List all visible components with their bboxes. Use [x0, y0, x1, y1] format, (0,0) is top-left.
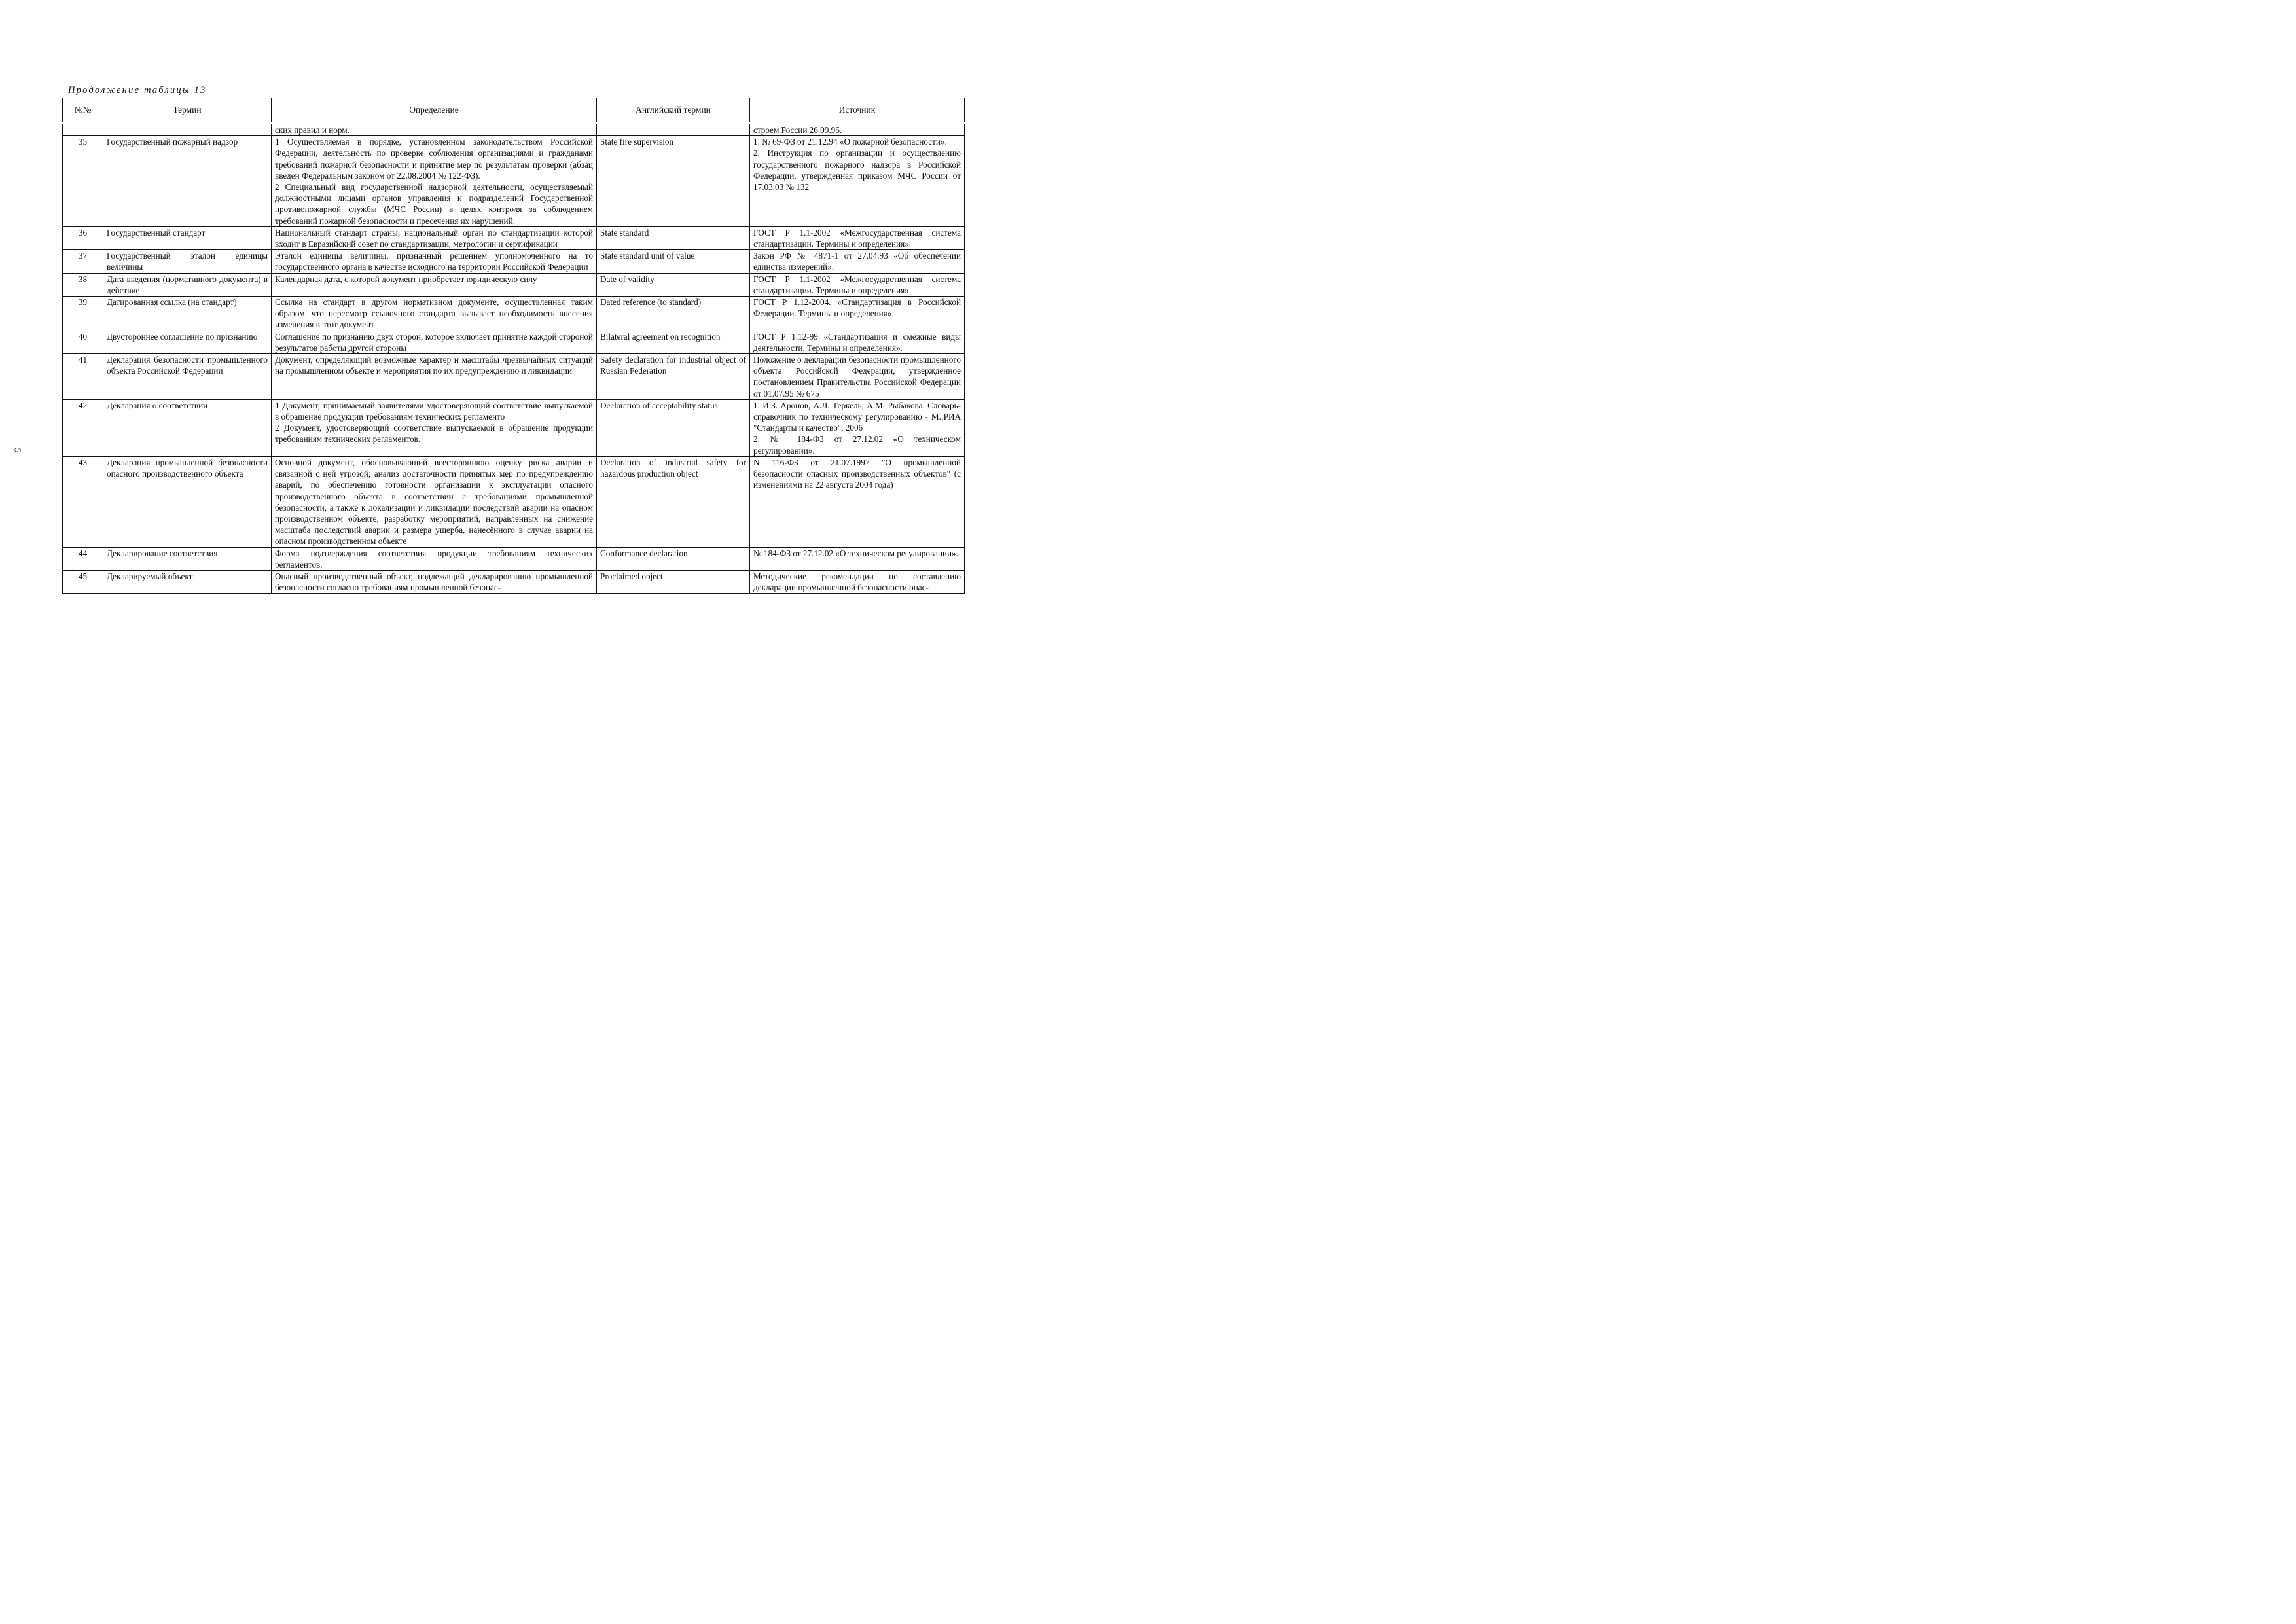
row-source: строем России 26.09.96. [750, 123, 965, 136]
row-source: Методические рекомендации по составлению декларации промышленной безопасности опас- [750, 570, 965, 593]
table-row [63, 273, 965, 296]
row-source: ГОСТ Р 1.12-2004. «Стандартизация в Российской Федерации. Термины и определения» [750, 297, 965, 331]
row-source: Закон РФ № 4871-1 от 27.04.93 «Об обеспечении единства измерений». [750, 250, 965, 273]
table-row [63, 547, 965, 570]
row-term: Двустороннее соглашение по признанию [103, 331, 272, 353]
row-english-term: State standard unit of value [597, 250, 750, 273]
row-english-term: State standard [597, 226, 750, 249]
row-number: 40 [63, 331, 103, 353]
row-english-term: Proclaimed object [597, 570, 750, 593]
header-definition: Определение [272, 98, 597, 124]
table-row [63, 456, 965, 547]
row-term: Декларирование соответствия [103, 547, 272, 570]
row-term: Государственный стандарт [103, 226, 272, 249]
row-english-term: Bilateral agreement on recognition [597, 331, 750, 353]
row-number: 43 [63, 456, 103, 547]
row-source: ГОСТ Р 1.12-99 «Стандартизация и смежные виды деятельности. Термины и определения». [750, 331, 965, 353]
header-number: №№ [63, 98, 103, 124]
row-term: Дата введения (нормативного документа) в действие [103, 273, 272, 296]
row-source: ГОСТ Р 1.1-2002 «Межгосударственная система стандартизации. Термины и определения». [750, 226, 965, 249]
row-definition: 1 Осуществляемая в порядке, установленном законодательством Российской Федерации, деятельность по проверке соблюдения организациями и гражданами требований пожарной безопасности и принятие мер по результатам проверки (абзац введен Федеральным законом от 22.08.2004 № 122-ФЗ). 2 Специальный вид государственной надзорной деятельности, осуществляемый должностными лицами органов управления и подразделений Государственной противопожарной службы (МЧС России) в целях контроля за соблюдением требований пожарной безопасности и пресечения их нарушений. [272, 136, 597, 227]
header-source: Источник [750, 98, 965, 124]
row-definition: Эталон единицы величины, признанный решением уполномоченного на то государственного органа в качестве исходного на территории Российской Федерации [272, 250, 597, 273]
page-number: 5 [12, 448, 22, 453]
row-english-term: State fire supervision [597, 136, 750, 227]
row-source: 1. И.З. Аронов, А.Л. Теркель, А.М. Рыбакова. Словарь-справочник по техническому регулированию - М.:РИА "Стандарты и качество", 2006 2. № 184-ФЗ от 27.12.02 «О техническом регулировании». [750, 399, 965, 456]
row-term: Декларируемый объект [103, 570, 272, 593]
table-row [63, 399, 965, 456]
table-body [63, 123, 965, 594]
row-source: ГОСТ Р 1.1-2002 «Межгосударственная система стандартизации. Термины и определения». [750, 273, 965, 296]
row-term: Декларация о соответствии [103, 399, 272, 456]
table-row [63, 123, 965, 136]
header-english-term: Английский термин [597, 98, 750, 124]
table-row [63, 354, 965, 400]
table-row [63, 136, 965, 227]
row-term [103, 123, 272, 136]
row-number: 42 [63, 399, 103, 456]
row-number: 45 [63, 570, 103, 593]
row-number: 36 [63, 226, 103, 249]
row-english-term: Dated reference (to standard) [597, 297, 750, 331]
row-english-term: Conformance declaration [597, 547, 750, 570]
table-row [63, 331, 965, 353]
table-row [63, 570, 965, 593]
table-row [63, 250, 965, 273]
row-number: 44 [63, 547, 103, 570]
row-definition: Опасный производственный объект, подлежащий декларированию промышленной безопасности согласно требованиям промышленной безопас- [272, 570, 597, 593]
row-definition: Основной документ, обосновывающий всестороннюю оценку риска аварии и связанной с ней угрозой; анализ достаточности принятых мер по предупреждению аварий, по обеспечению готовности организации к эксплуатации опасного производственного объекта в соответствии с требованиями промышленной безопасности, а также к локализации и ликвидации последствий аварии на опасном производственном объекте; разработку мероприятий, направленных на снижение масштаба последствий аварии и размера ущерба, нанесённого в случае аварии на опасном производственном объекте [272, 456, 597, 547]
row-source: N 116-ФЗ от 21.07.1997 "О промышленной безопасности опасных производственных объектов" (с изменениями на 22 августа 2004 года) [750, 456, 965, 547]
row-term: Датированная ссылка (на стандарт) [103, 297, 272, 331]
row-number: 37 [63, 250, 103, 273]
row-number: 38 [63, 273, 103, 296]
row-english-term: Declaration of industrial safety for hazardous production object [597, 456, 750, 547]
row-english-term: Date of validity [597, 273, 750, 296]
row-term: Декларация промышленной безопасности опасного производственного объекта [103, 456, 272, 547]
row-definition: Национальный стандарт страны, национальный орган по стандартизации которой входит в Евразийский совет по стандартизации, метрологии и сертификации [272, 226, 597, 249]
row-definition: Документ, определяющий возможные характер и масштабы чрезвычайных ситуаций на промышленном объекте и мероприятия по их предупреждению и ликвидации [272, 354, 597, 400]
row-english-term [597, 123, 750, 136]
row-definition: Форма подтверждения соответствия продукции требованиям технических регламентов. [272, 547, 597, 570]
row-number: 35 [63, 136, 103, 227]
row-definition: 1 Документ, принимаемый заявителями удостоверяющий соответствие выпускаемой в обращение продукции требованиям технических регламенто 2 Документ, удостоверяющий соответствие выпускаемой в обращение продукции требованиям технических регламентов. [272, 399, 597, 456]
header-term: Термин [103, 98, 272, 124]
table-row [63, 226, 965, 249]
row-source: 1. № 69-ФЗ от 21.12.94 «О пожарной безопасности». 2. Инструкция по организации и осуществлению государственного пожарного надзора в Российской Федерации, утвержденная приказом МЧС России от 17.03.03 № 132 [750, 136, 965, 227]
row-term: Государственный пожарный надзор [103, 136, 272, 227]
row-term: Декларация безопасности промышленного объекта Российской Федерации [103, 354, 272, 400]
table-header-row [63, 98, 965, 124]
row-number: 41 [63, 354, 103, 400]
terms-table [62, 98, 965, 594]
table-caption: Продолжение таблицы 13 [68, 85, 207, 96]
table-row [63, 297, 965, 331]
row-english-term: Safety declaration for industrial object of Russian Federation [597, 354, 750, 400]
row-english-term: Declaration of acceptability status [597, 399, 750, 456]
row-definition: Соглашение по признанию двух сторон, которое включает принятие каждой стороной результатов работы другой стороны [272, 331, 597, 353]
row-number: 39 [63, 297, 103, 331]
row-definition: Календарная дата, с которой документ приобретает юридическую силу [272, 273, 597, 296]
row-number [63, 123, 103, 136]
row-definition: ских правил и норм. [272, 123, 597, 136]
row-source: Положение о декларации безопасности промышленного объекта Российской Федерации, утверждённое постановлением Правительства Российской Федерации от 01.07.95 № 675 [750, 354, 965, 400]
row-source: № 184-ФЗ от 27.12.02 «О техническом регулировании». [750, 547, 965, 570]
row-definition: Ссылка на стандарт в другом нормативном документе, осуществленная таким образом, что пересмотр ссылочного стандарта вызывает необходимость внесения изменения в этот документ [272, 297, 597, 331]
row-term: Государственный эталон единицы величины [103, 250, 272, 273]
